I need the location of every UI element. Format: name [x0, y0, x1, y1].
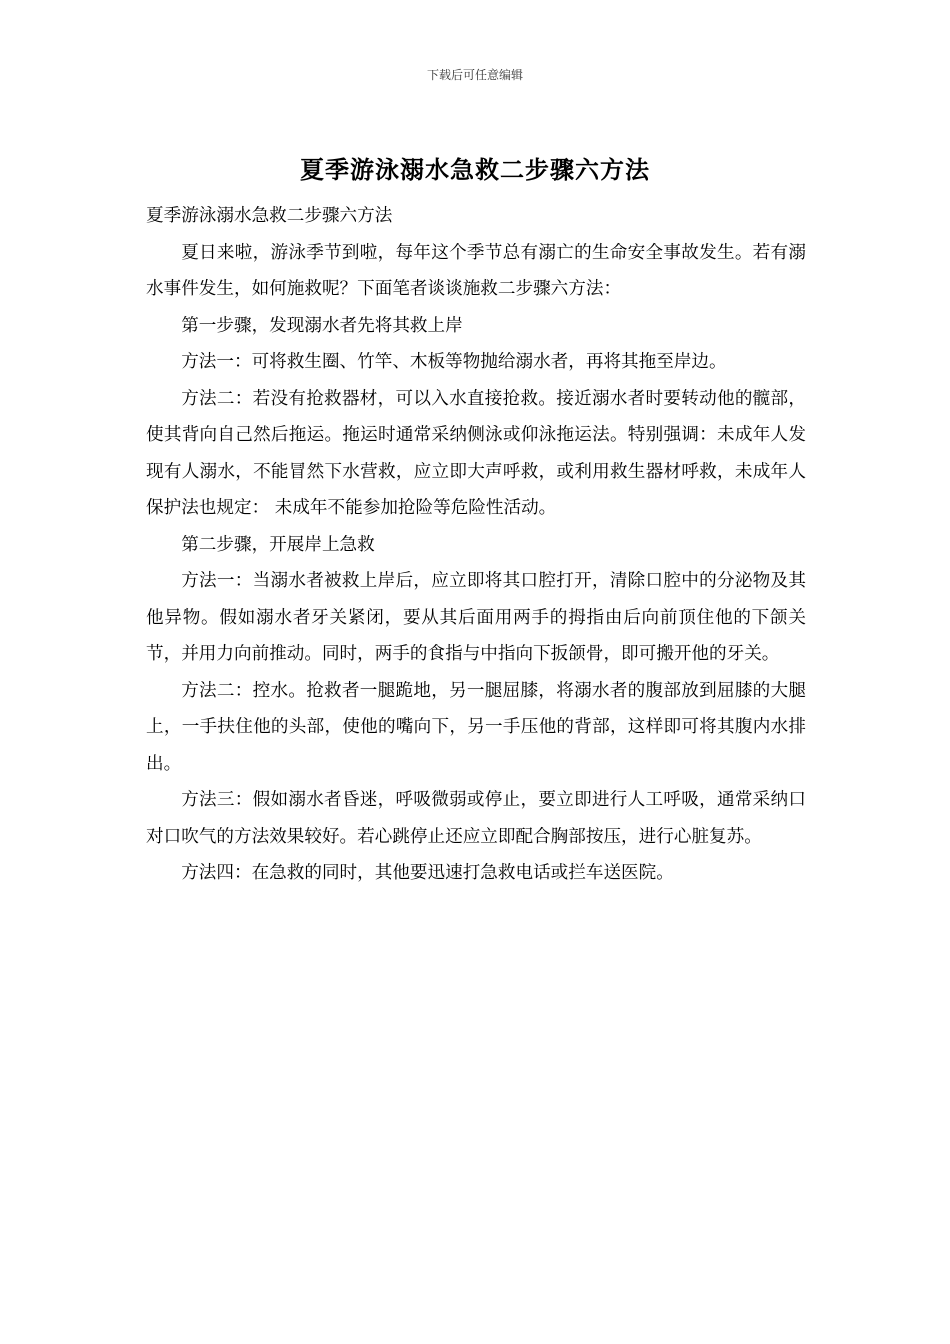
step-two-method-three: 方法三：假如溺水者昏迷，呼吸微弱或停止，要立即进行人工呼吸，通常采纳口对口吹气的方法效果较好。若心跳停止还应立即配合胸部按压，进行心脏复苏。 [146, 790, 806, 847]
step-two-method-four: 方法四：在急救的同时，其他要迅速打急救电话或拦车送医院。 [181, 863, 674, 883]
document-subtitle: 夏季游泳溺水急救二步骤六方法 [146, 206, 393, 226]
step-two-heading: 第二步骤，开展岸上急救 [181, 534, 375, 555]
document-body [146, 198, 806, 892]
step-one-method-one: 方法一：可将救生圈、竹竿、木板等物抛给溺水者，再将其拖至岸边。 [181, 352, 727, 372]
step-two-method-two: 方法二：控水。抢救者一腿跪地，另一腿屈膝，将溺水者的腹部放到屈膝的大腿上，一手扶住他的头部，使他的嘴向下，另一手压他的背部，这样即可将其腹内水排出。 [146, 680, 806, 774]
step-one-heading: 第一步骤，发现溺水者先将其救上岸 [181, 315, 463, 336]
header-note: 下载后可任意编辑 [426, 68, 523, 82]
step-two-method-one: 方法一：当溺水者被救上岸后，应立即将其口腔打开，清除口腔中的分泌物及其他异物。假如溺水者牙关紧闭，要从其后面用两手的拇指由后向前顶住他的下颌关节，并用力向前推动。同时，两手的食指与中指向下扳颌骨，即可搬开他的牙关。 [146, 571, 806, 664]
document-title: 夏季游泳溺水急救二步骤六方法 [300, 155, 650, 184]
paragraph-intro: 夏日来啦，游泳季节到啦，每年这个季节总有溺亡的生命安全事故发生。若有溺水事件发生，如何施救呢？下面笔者谈谈施救二步骤六方法： [146, 242, 806, 299]
step-one-method-two: 方法二：若没有抢救器材，可以入水直接抢救。接近溺水者时要转动他的髋部，使其背向自己然后拖运。拖运时通常采纳侧泳或仰泳拖运法。特别强调：未成年人发现有人溺水，不能冒然下水营救，应立即大声呼救，或利用救生器材呼救，未成年人保护法也规定： 未成年不能参加抢险等危险性活动。 [146, 388, 806, 518]
